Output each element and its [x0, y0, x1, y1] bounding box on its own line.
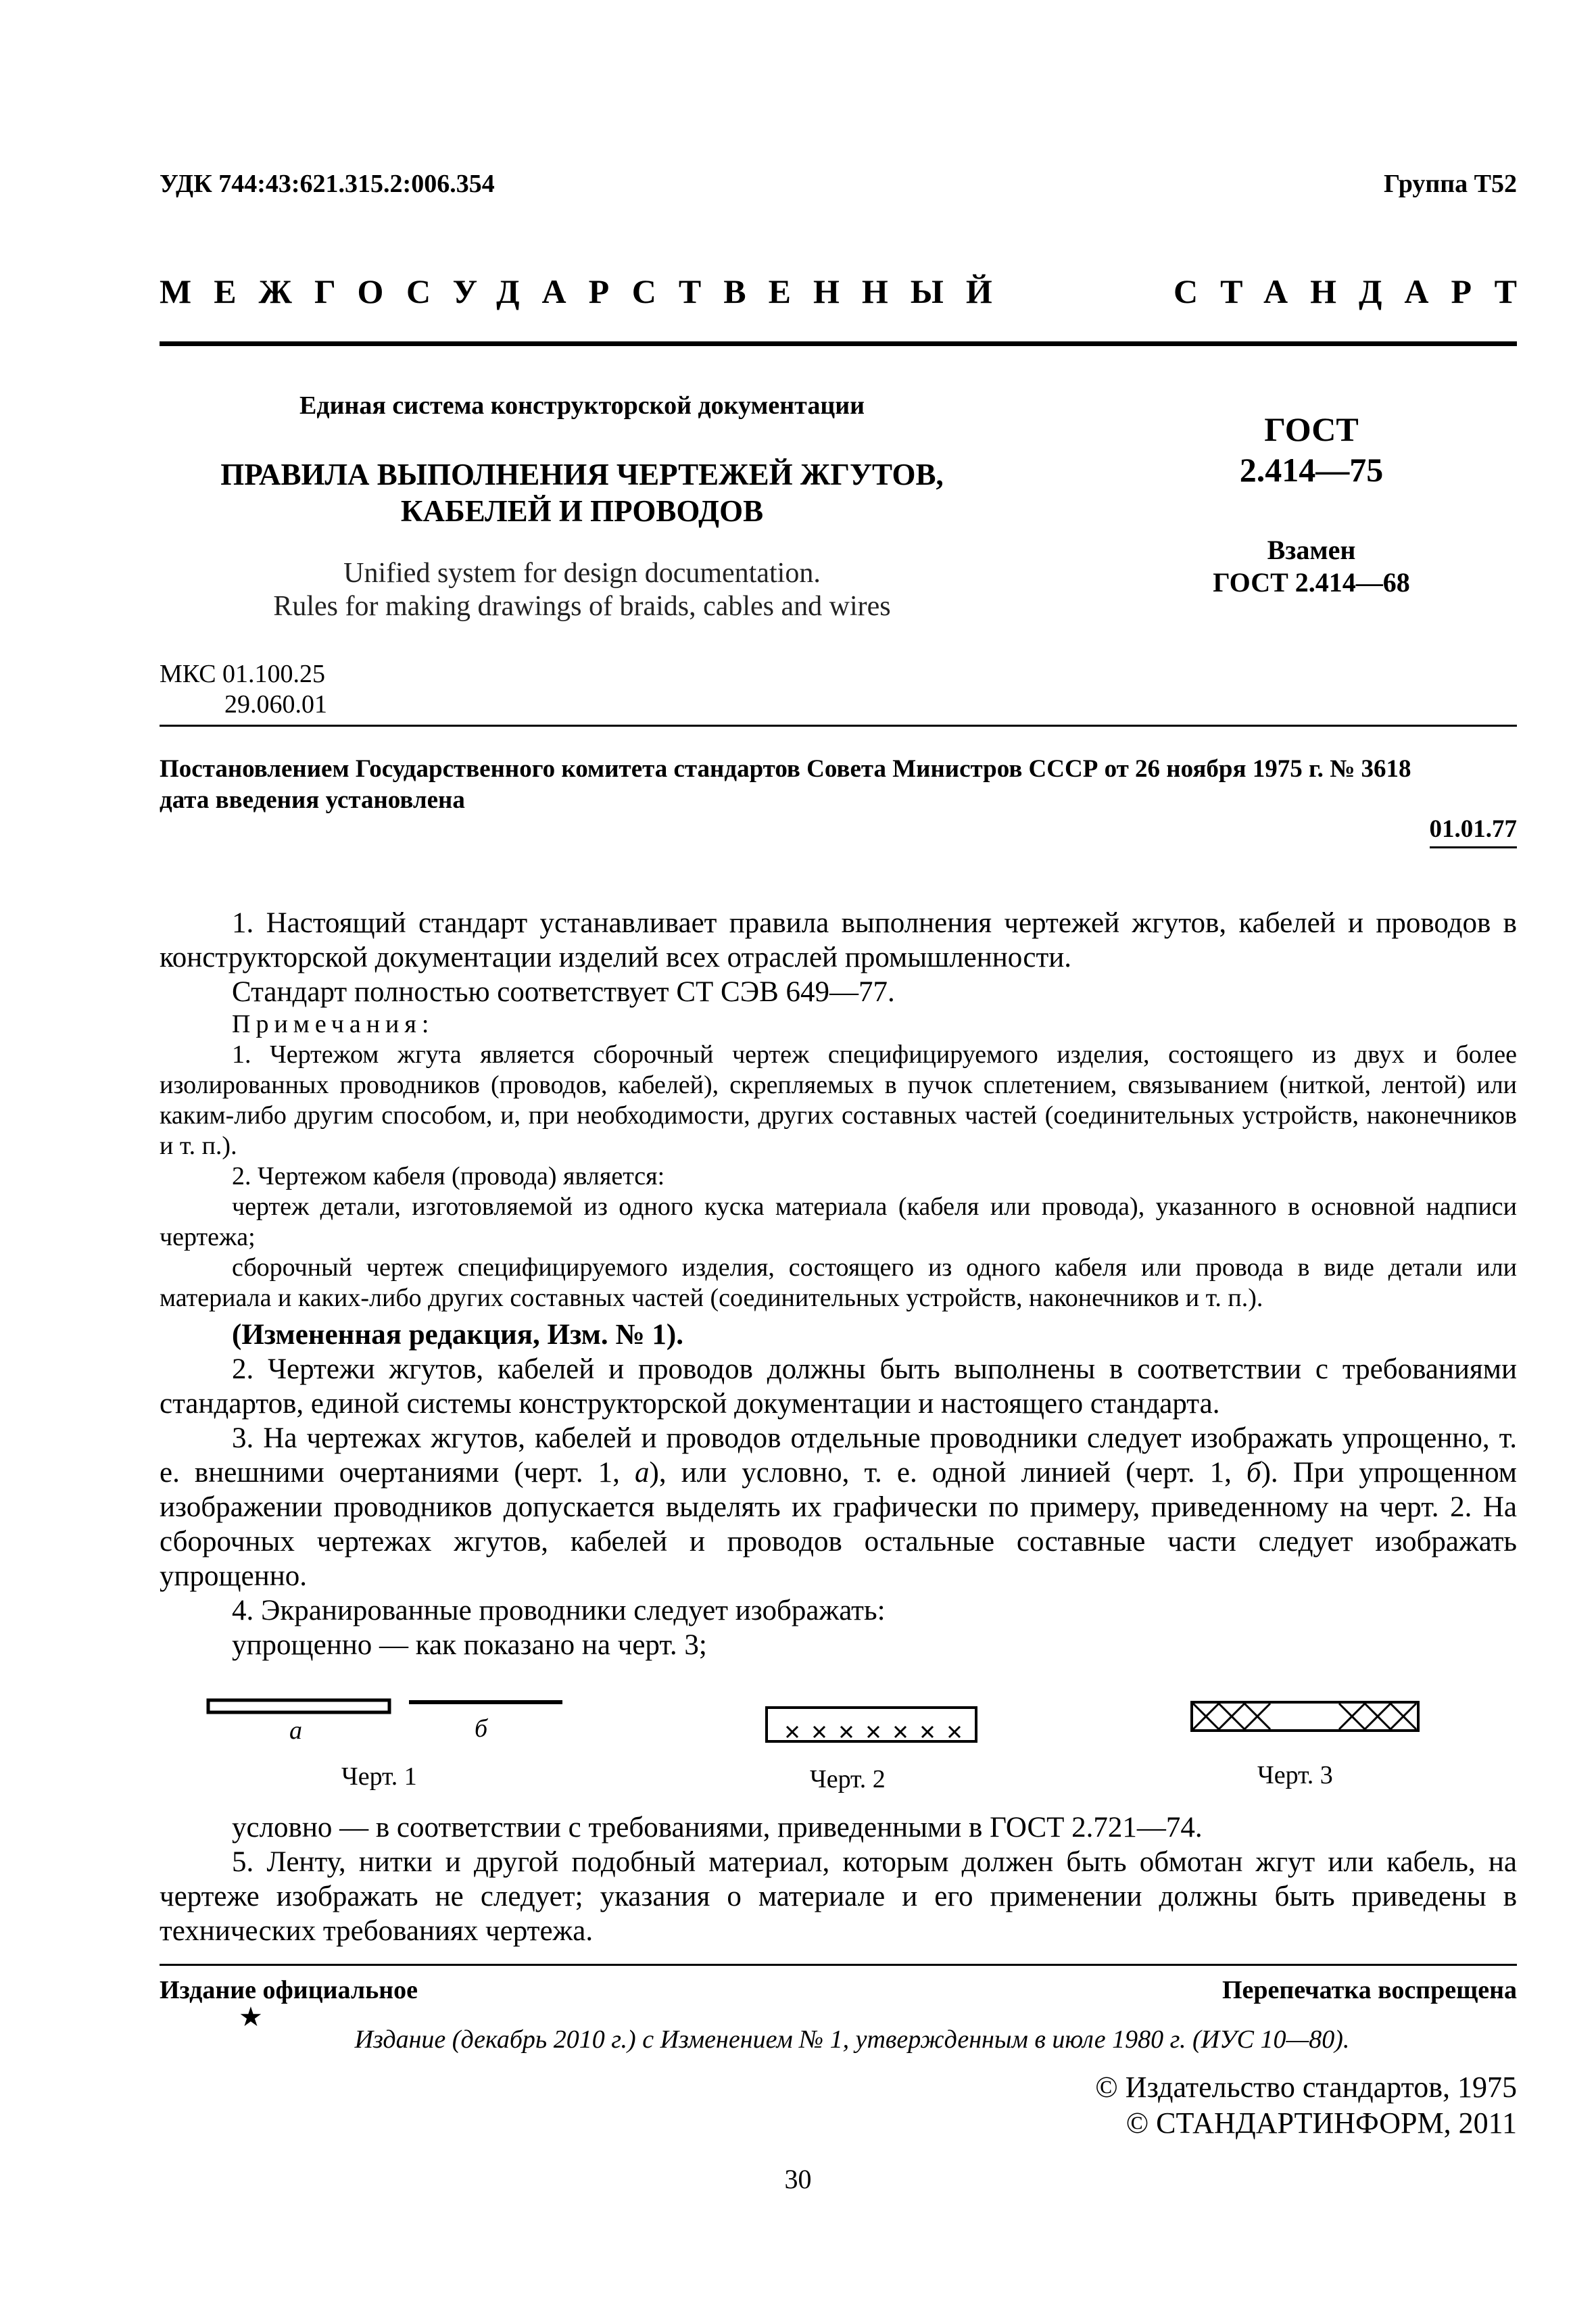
cross-marks: [787, 1727, 960, 1737]
gost-number: 2.414—75: [1239, 451, 1384, 489]
paragraph-4: 4. Экранированные проводники следует изображать:: [232, 1595, 886, 1626]
edition-note: Издание (декабрь 2010 г.) с Изменением № 1, утвержденным в июле 1980 г. (ИУС 10—80).: [354, 2025, 1350, 2054]
paragraph-1b: Стандарт полностью соответствует СТ СЭВ 649—77.: [232, 976, 895, 1008]
page-number: 30: [784, 2164, 812, 2194]
paragraph-4b: условно — в соответствии с требованиями, приведенными в ГОСТ 2.721—74.: [232, 1812, 1203, 1843]
p3-part-b: ), или условно, т. е. одной линией (черт. 1,: [649, 1457, 1247, 1489]
paragraph-5: 5. Ленту, нитки и другой подобный материал, которым должен быть обмотан жгут или кабель, на чертеже изображать не следует; указания о материале и его применении должны быть приведены в технических требованиях чертежа.: [160, 1846, 1517, 1947]
simplified-conductor-outline: [208, 1700, 389, 1712]
replaces-number: ГОСТ 2.414—68: [1213, 567, 1410, 598]
note-2a: чертеж детали, изготовляемой из одного куска материала (кабеля или провода), указанного в основной надписи чертежа;: [160, 1192, 1517, 1251]
amendment-note: (Измененная редакция, Изм. № 1).: [232, 1319, 683, 1351]
title-line-2: КАБЕЛЕЙ И ПРОВОДОВ: [400, 494, 764, 528]
english-line-2: Rules for making drawings of braids, cables and wires: [273, 591, 891, 622]
gost-designation: [1149, 409, 1474, 490]
decree: [160, 754, 1517, 816]
fig2-caption: Черт. 2: [810, 1765, 886, 1793]
fig3-caption: Черт. 3: [1257, 1761, 1333, 1789]
mks-line-1: МКС 01.100.25: [160, 660, 326, 688]
star-icon: ★: [239, 2002, 263, 2032]
decree-date-intro: дата введения установлена: [160, 786, 465, 814]
gost-label: ГОСТ: [1264, 410, 1359, 448]
decree-text: Постановлением Государственного комитета стандартов Совета Министров СССР от 26 ноября 1975 г. № 3618: [160, 755, 1411, 783]
banner-left: МЕЖГОСУДАРСТВЕННЫЙ: [160, 272, 1015, 310]
p3-letter-a: а: [635, 1457, 650, 1489]
effective-date: 01.01.77: [1430, 815, 1518, 848]
paragraph-2: 2. Чертежи жгутов, кабелей и проводов должны быть выполнены в соответствии с требованиями стандартов, единой системы конструкторской документации и настоящего стандарта.: [160, 1353, 1517, 1420]
note-1: 1. Чертежом жгута является сборочный чертеж специфицируемого изделия, состоящего из двух и более изолированных проводников (проводов, кабелей), скрепляемых в пучок сплетением, связыванием (ниткой, лентой) или каким-либо другим способом, и, при необходимости, других составных частей (соединительных устройств, наконечников и т. п.).: [160, 1040, 1517, 1160]
footer-rule: [160, 1964, 1517, 1966]
group-code: Группа Т52: [1383, 170, 1517, 198]
english-line-1: Unified system for design documentation.: [343, 558, 821, 589]
top-rule: [160, 341, 1517, 346]
official-edition: Издание официальное: [160, 1976, 418, 2004]
reprint-prohibited: Перепечатка воспрещена: [1222, 1976, 1517, 2004]
shielded-conductor-outline: [1192, 1702, 1418, 1731]
note-2: 2. Чертежом кабеля (провода) является:: [232, 1162, 665, 1190]
figure-1-drawing: [203, 1687, 568, 1754]
mks-line-2: 29.060.01: [224, 690, 327, 719]
replaces-label: Взамен: [1267, 535, 1356, 565]
p3-part-a: 3. На чертежах жгутов, кабелей и проводов отдельные проводники следует изображать упрощенно, т. е. внешними очертаниями (черт. 1,: [160, 1422, 1517, 1489]
paragraph-1: 1. Настоящий стандарт устанавливает правила выполнения чертежей жгутов, кабелей и проводов в конструкторской документации изделий всех отраслей промышленности.: [160, 907, 1517, 973]
replaces-block: [1149, 534, 1474, 599]
paragraph-4a: упрощенно — как показано на черт. 3;: [232, 1629, 707, 1661]
p3-part-c: ). При упрощенном изображении проводников допускается выделять их графически по примеру, приведенному на черт. 2. На сборочных чертежах жгутов, кабелей и проводов остальные составные части следует изображать упрощенно.: [160, 1457, 1517, 1592]
fig1-label-a: а: [289, 1716, 302, 1745]
paragraph-3: [160, 1421, 1517, 1593]
copyright-2: © СТАНДАРТИНФОРМ, 2011: [1126, 2106, 1517, 2140]
shield-hatching: [1193, 1704, 1416, 1729]
banner-right: СТАНДАРТ: [1174, 272, 1539, 310]
note-2b: сборочный чертеж специфицируемого изделия, состоящего из одного кабеля или провода в виде детали или материала и каких-либо других составных частей (соединительных устройств, наконечников и т. п.).: [160, 1253, 1517, 1312]
fig1-label-b: б: [475, 1714, 488, 1743]
system-name: Единая система конструкторской документации: [299, 391, 865, 420]
p3-letter-b: б: [1246, 1457, 1261, 1489]
notes-heading: Примечания:: [232, 1010, 435, 1038]
fig1-caption: Черт. 1: [341, 1762, 417, 1791]
english-title: [160, 557, 1005, 623]
figure-2-drawing: [761, 1702, 984, 1750]
copyright-1: © Издательство стандартов, 1975: [1095, 2071, 1517, 2104]
mks-codes: [160, 659, 327, 720]
body-upper: [160, 906, 1517, 1662]
body-lower: [160, 1810, 1517, 1948]
document-title: [160, 456, 1005, 529]
figure-3-drawing: [1186, 1698, 1430, 1739]
title-line-1: ПРАВИЛА ВЫПОЛНЕНИЯ ЧЕРТЕЖЕЙ ЖГУТОВ,: [220, 458, 944, 491]
udk-code: УДК 744:43:621.315.2:006.354: [160, 170, 495, 198]
standard-banner: [160, 272, 1539, 311]
title-rule: [160, 725, 1517, 727]
